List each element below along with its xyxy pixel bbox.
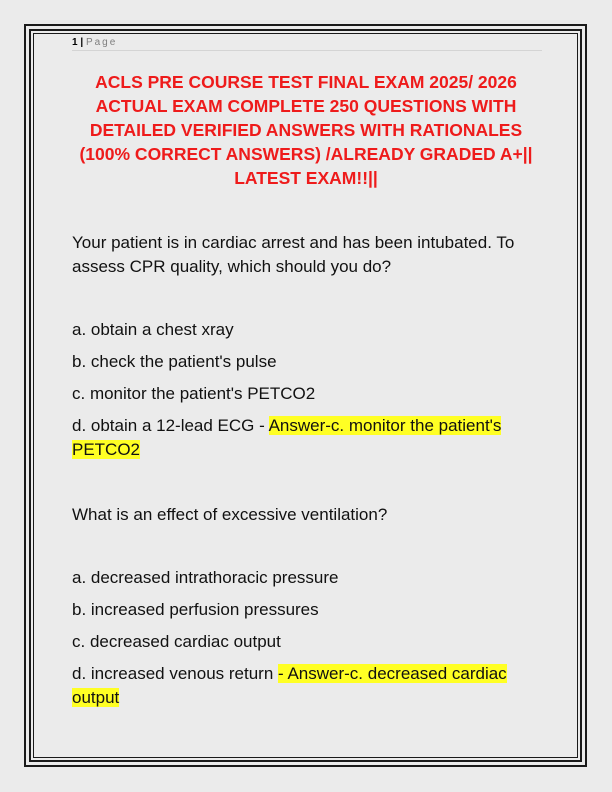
- page-header: [72, 36, 542, 51]
- question-1-answer: Answer-c. monitor the patient's PETCO2: [72, 416, 502, 459]
- question-2-text: What is an effect of excessive ventilation?: [72, 505, 388, 524]
- page-separator: |: [80, 37, 84, 48]
- question-2-options: [72, 566, 542, 718]
- question-2-option-d: d. increased venous return: [72, 664, 279, 683]
- page-number: 1: [72, 37, 78, 48]
- page-word: Page: [85, 37, 118, 48]
- question-1-option-d-with-answer: [72, 414, 542, 462]
- question-1-option-d: d. obtain a 12-lead ECG -: [72, 416, 269, 435]
- question-1-option-b: b. check the patient's pulse: [72, 352, 277, 371]
- question-1-option-a: a. obtain a chest xray: [72, 320, 234, 339]
- question-2-option-d-with-answer: [72, 662, 542, 710]
- question-1-text: Your patient is in cardiac arrest and has been intubated. To assess CPR quality, which should you do?: [72, 233, 515, 276]
- question-1-options: [72, 318, 542, 470]
- question-2-option-b: b. increased perfusion pressures: [72, 600, 319, 619]
- document-title: ACLS PRE COURSE TEST FINAL EXAM 2025/ 2026 ACTUAL EXAM COMPLETE 250 QUESTIONS WITH DETAILED VERIFIED ANSWERS WITH RATIONALES (100% CORRECT ANSWERS) /ALREADY GRADED A+|| LATEST EXAM!!||: [79, 72, 533, 188]
- question-2-answer: - Answer-c. decreased cardiac output: [72, 664, 507, 707]
- question-2-option-a: a. decreased intrathoracic pressure: [72, 568, 339, 587]
- question-2-option-c: c. decreased cardiac output: [72, 632, 281, 651]
- question-1-option-c: c. monitor the patient's PETCO2: [72, 384, 316, 403]
